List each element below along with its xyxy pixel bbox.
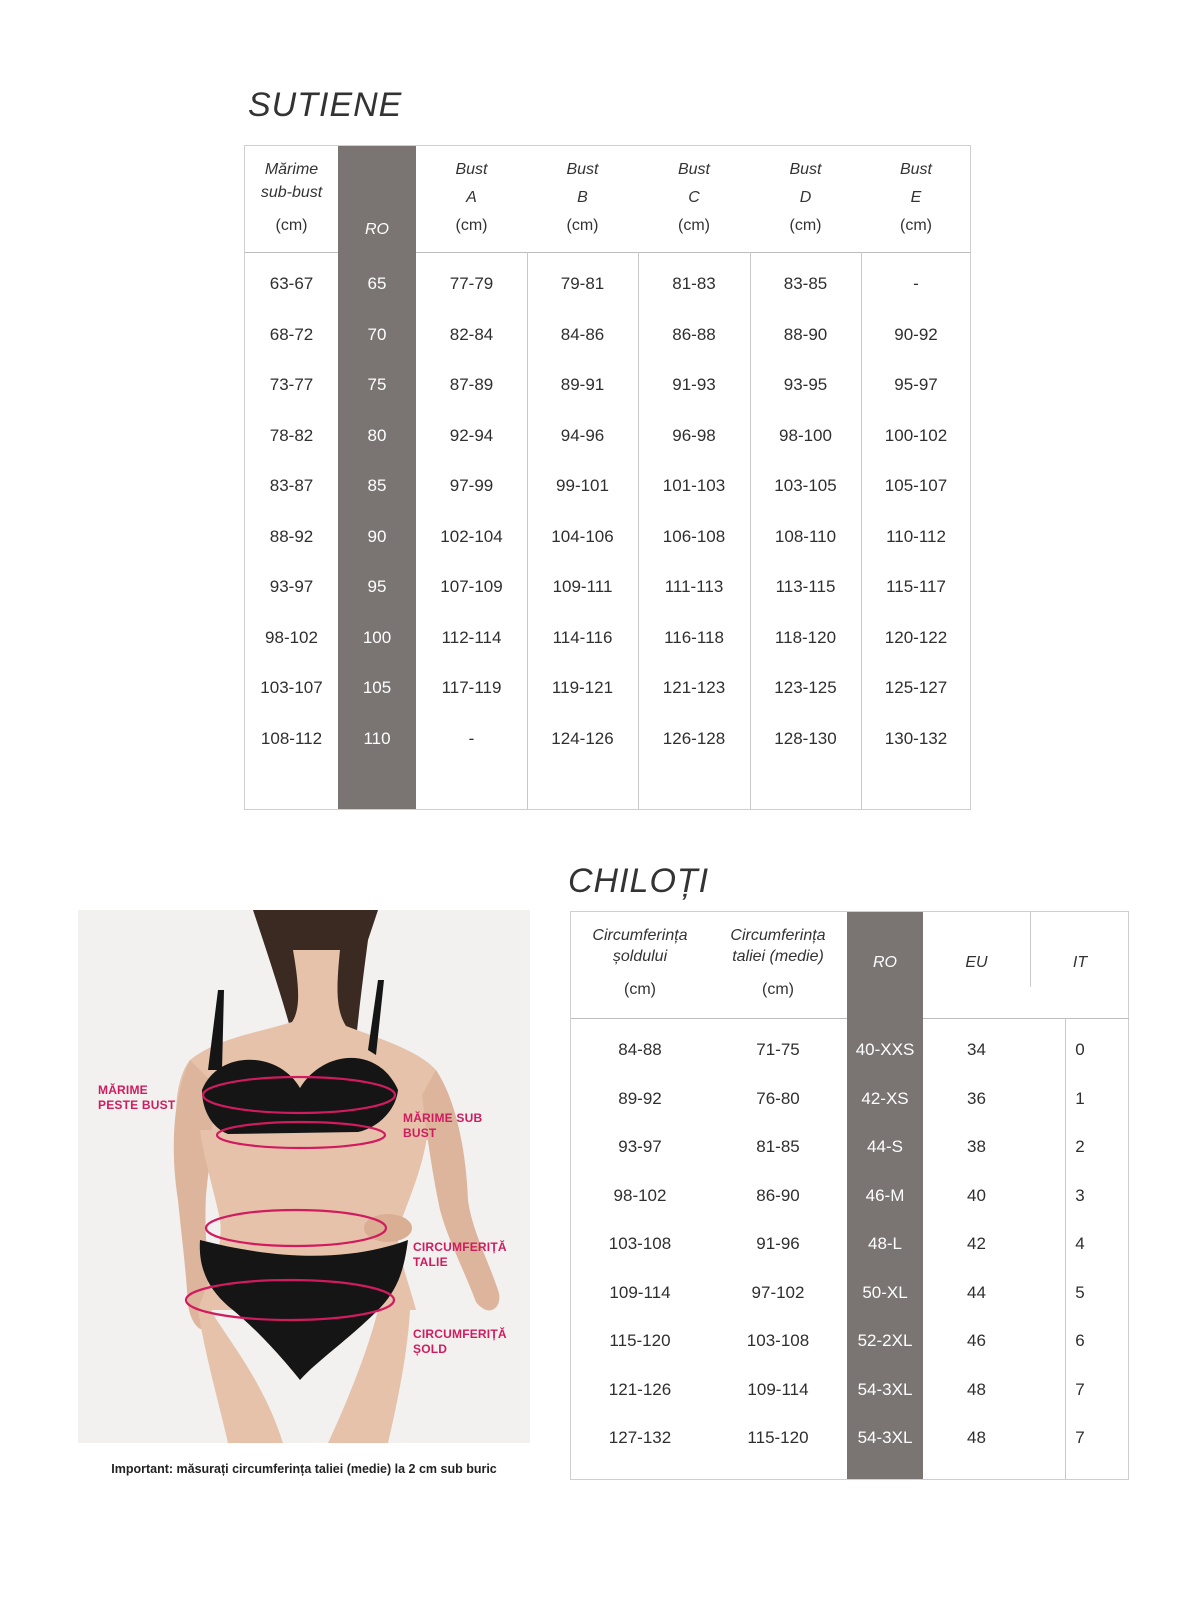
table-cell: 7 [1075, 1428, 1085, 1447]
table-cell: 6 [1075, 1331, 1085, 1350]
table-cell: 126-128 [662, 728, 726, 748]
ro-size-cell: 44-S [867, 1137, 903, 1156]
table-cell: 123-125 [774, 678, 837, 697]
table-cell: 87-89 [449, 375, 494, 394]
table-cell: 84-88 [618, 1040, 662, 1059]
ro-size-cell: 50-XL [862, 1282, 908, 1302]
table-cell: 113-115 [775, 577, 836, 596]
table-cell: 109-114 [747, 1379, 809, 1399]
table-cell: 83-85 [783, 274, 828, 293]
header-letter: A [466, 189, 477, 206]
header-unit: (cm) [455, 217, 488, 234]
table-cell: 91-93 [672, 375, 716, 394]
table-cell: 124-126 [551, 728, 614, 748]
header-ro: RO [365, 221, 389, 238]
table-cell: 115-117 [886, 577, 946, 596]
table-cell: 86-90 [756, 1185, 800, 1205]
table-cell: - [913, 274, 919, 293]
table-cell: 98-100 [779, 425, 832, 445]
measurement-note: Important: măsurați circumferința taliei (medie) la 2 cm sub buric [111, 1462, 497, 1476]
table-cell: 100-102 [884, 425, 948, 445]
header-word: Bust [789, 161, 822, 178]
table-cell: 0 [1075, 1040, 1085, 1059]
bra-strap-left [208, 990, 224, 1070]
header-bust-d [750, 156, 861, 240]
table-cell: 95-97 [894, 375, 938, 394]
header-ro: RO [873, 954, 897, 971]
header-text: Mărime [264, 161, 319, 178]
table-cell: 48 [967, 1428, 986, 1447]
header-letter: C [688, 189, 700, 206]
table-cell: 71-75 [756, 1040, 800, 1059]
table-cell: 115-120 [747, 1428, 809, 1447]
header-unit: (cm) [566, 217, 599, 234]
label-line: MĂRIME SUB [403, 1111, 483, 1125]
table-cell: 108-112 [260, 728, 323, 748]
body-measurement-illustration [78, 910, 530, 1443]
header-divider [923, 1018, 1129, 1019]
table-cell: 77-79 [449, 274, 494, 293]
label-line: ȘOLD [413, 1342, 448, 1356]
table-cell: 119-121 [551, 678, 614, 697]
table-cell: 103-108 [746, 1331, 810, 1350]
table-cell: 103-107 [260, 678, 323, 697]
right-arm-shape [422, 1070, 499, 1310]
table-cell: 78-82 [269, 425, 314, 445]
table-cell: 109-111 [552, 577, 613, 596]
table-cell: 109-114 [609, 1282, 671, 1302]
table-cell: 97-102 [751, 1282, 805, 1302]
table-cell: 82-84 [449, 324, 494, 344]
header-undersize [245, 158, 338, 238]
header-word: Bust [899, 161, 932, 178]
header-text: șoldului [612, 947, 668, 965]
table-cell: 107-109 [440, 577, 503, 596]
table-cell: 112-114 [441, 627, 502, 647]
table-cell: 79-81 [560, 274, 605, 293]
header-unit: (cm) [762, 980, 794, 998]
ro-size-cell: 54-3XL [857, 1379, 913, 1399]
header-unit: (cm) [678, 217, 710, 234]
table-cell: 88-90 [783, 324, 828, 344]
header-divider [571, 1018, 847, 1019]
label-line: BUST [403, 1126, 437, 1140]
header-divider [416, 252, 971, 253]
table-cell: 104-106 [551, 526, 614, 546]
header-bust-b [527, 156, 638, 240]
table-cell: 117-119 [441, 678, 502, 697]
ro-size-cell: 65 [367, 274, 387, 293]
table-cell: 68-72 [269, 324, 314, 344]
table-cell: 103-108 [608, 1234, 672, 1253]
table-cell: 101-103 [662, 476, 726, 495]
header-divider [245, 252, 338, 253]
table-cell: 90-92 [894, 324, 938, 344]
table-cell: 118-120 [774, 627, 837, 647]
table-cell: 93-95 [783, 375, 828, 394]
table-cell: 116-118 [664, 627, 724, 647]
ro-size-cell: 110 [363, 728, 391, 748]
label-line: TALIE [413, 1255, 448, 1269]
table-cell: 93-97 [269, 577, 314, 596]
table-cell: 111-113 [664, 577, 724, 596]
ro-size-cell: 54-3XL [857, 1428, 913, 1447]
table-cell: 2 [1075, 1137, 1085, 1156]
table-cell: 91-96 [756, 1234, 800, 1253]
table-cell: 44 [967, 1282, 986, 1302]
ro-size-cell: 85 [367, 476, 387, 495]
table-cell: 81-85 [756, 1137, 800, 1156]
table-cell: 93-97 [618, 1137, 662, 1156]
ro-size-cell: 46-M [865, 1185, 905, 1205]
header-letter: D [799, 189, 812, 206]
table-cell: 128-130 [774, 728, 837, 748]
table-cell: 42 [967, 1234, 986, 1253]
table-cell: 88-92 [269, 526, 314, 546]
table-cell: 63-67 [269, 274, 314, 293]
table-cell: 34 [967, 1040, 986, 1059]
ro-size-cell: 100 [362, 627, 392, 647]
table-cell: 1 [1075, 1088, 1085, 1108]
ro-size-cell: 40-XXS [855, 1040, 915, 1059]
header-unit: (cm) [789, 217, 822, 234]
table-cell: 36 [967, 1088, 986, 1108]
column-divider [1030, 912, 1031, 987]
label-hip [413, 1327, 507, 1357]
table-cell: 96-98 [672, 425, 716, 445]
table-cell: 84-86 [560, 324, 605, 344]
header-word: Bust [677, 161, 710, 178]
header-unit: (cm) [900, 217, 932, 234]
ro-size-cell: 70 [367, 324, 387, 344]
table-cell: 98-102 [613, 1185, 667, 1205]
table-cell: 125-127 [884, 678, 948, 697]
ro-size-cell: 42-XS [861, 1088, 909, 1108]
ro-size-cell: 75 [367, 375, 387, 394]
table-cell: 94-96 [560, 425, 605, 445]
label-line: CIRCUMFERIȚĂ [413, 1327, 507, 1341]
header-bust-c [638, 156, 750, 240]
table-cell: 40 [967, 1185, 986, 1205]
header-waist [709, 926, 847, 1000]
header-bust-e [861, 156, 971, 240]
table-cell: 4 [1075, 1234, 1085, 1253]
label-line: MĂRIME [98, 1083, 148, 1097]
table-cell: 115-120 [609, 1331, 671, 1350]
header-unit: (cm) [624, 980, 656, 998]
table-cell: 46 [967, 1331, 986, 1350]
table-cell: 83-87 [269, 476, 314, 495]
header-text: sub-bust [260, 184, 323, 202]
header-hip [571, 926, 709, 1000]
ro-size-cell: 95 [367, 577, 387, 596]
label-over-bust [98, 1083, 175, 1113]
table-cell: 86-88 [672, 324, 716, 344]
ro-size-cell: 105 [362, 678, 392, 697]
label-line: CIRCUMFERIȚĂ [413, 1240, 507, 1254]
table-cell: 92-94 [449, 425, 494, 445]
table-cell: 38 [967, 1137, 986, 1156]
table-cell: 127-132 [608, 1428, 672, 1447]
table-cell: 108-110 [774, 526, 837, 546]
header-letter: B [577, 189, 588, 206]
table-cell: 106-108 [662, 526, 726, 546]
header-unit: (cm) [275, 217, 308, 235]
header-bust-a [416, 156, 527, 240]
table-cell: 97-99 [449, 476, 494, 495]
ro-size-cell: 80 [367, 425, 387, 445]
table-cell: 89-91 [560, 375, 605, 394]
table-cell: 98-102 [265, 627, 318, 647]
table-cell: - [468, 728, 475, 748]
brief-section-title: CHILOȚI [568, 862, 710, 900]
table-cell: 48 [967, 1379, 986, 1399]
table-cell: 114-116 [552, 627, 613, 647]
header-word: Bust [455, 161, 488, 178]
header-text: Circumferința [592, 927, 688, 944]
bra-section-title: SUTIENE [248, 86, 403, 124]
table-cell: 76-80 [756, 1088, 800, 1108]
table-cell: 73-77 [269, 375, 314, 394]
bra-size-table [244, 145, 971, 810]
table-cell: 121-123 [662, 678, 726, 697]
table-cell: 130-132 [884, 728, 948, 748]
table-cell: 3 [1075, 1185, 1085, 1205]
label-under-bust [403, 1111, 482, 1141]
header-it: IT [1072, 954, 1088, 971]
header-text: Circumferința [730, 927, 826, 944]
table-cell: 102-104 [440, 526, 503, 546]
table-cell: 105-107 [884, 476, 948, 495]
table-cell: 110-112 [886, 526, 946, 546]
table-cell: 81-83 [672, 274, 716, 293]
header-letter: E [910, 189, 922, 206]
table-cell: 120-122 [884, 627, 948, 647]
table-cell: 7 [1075, 1379, 1085, 1399]
ro-size-cell: 48-L [867, 1234, 903, 1253]
measurement-figure [78, 910, 530, 1443]
header-text: taliei (medie) [732, 947, 824, 965]
table-cell: 103-105 [774, 476, 837, 495]
table-cell: 121-126 [608, 1379, 672, 1399]
label-waist [413, 1240, 507, 1270]
ro-size-cell: 90 [367, 526, 387, 546]
ro-size-cell: 52-2XL [857, 1331, 913, 1350]
table-cell: 99-101 [556, 476, 609, 495]
table-cell: 5 [1075, 1282, 1085, 1302]
label-line: PESTE BUST [98, 1098, 176, 1112]
brief-size-table [570, 911, 1129, 1480]
header-word: Bust [566, 161, 599, 178]
table-cell: 89-92 [618, 1088, 662, 1108]
header-eu: EU [965, 954, 988, 971]
